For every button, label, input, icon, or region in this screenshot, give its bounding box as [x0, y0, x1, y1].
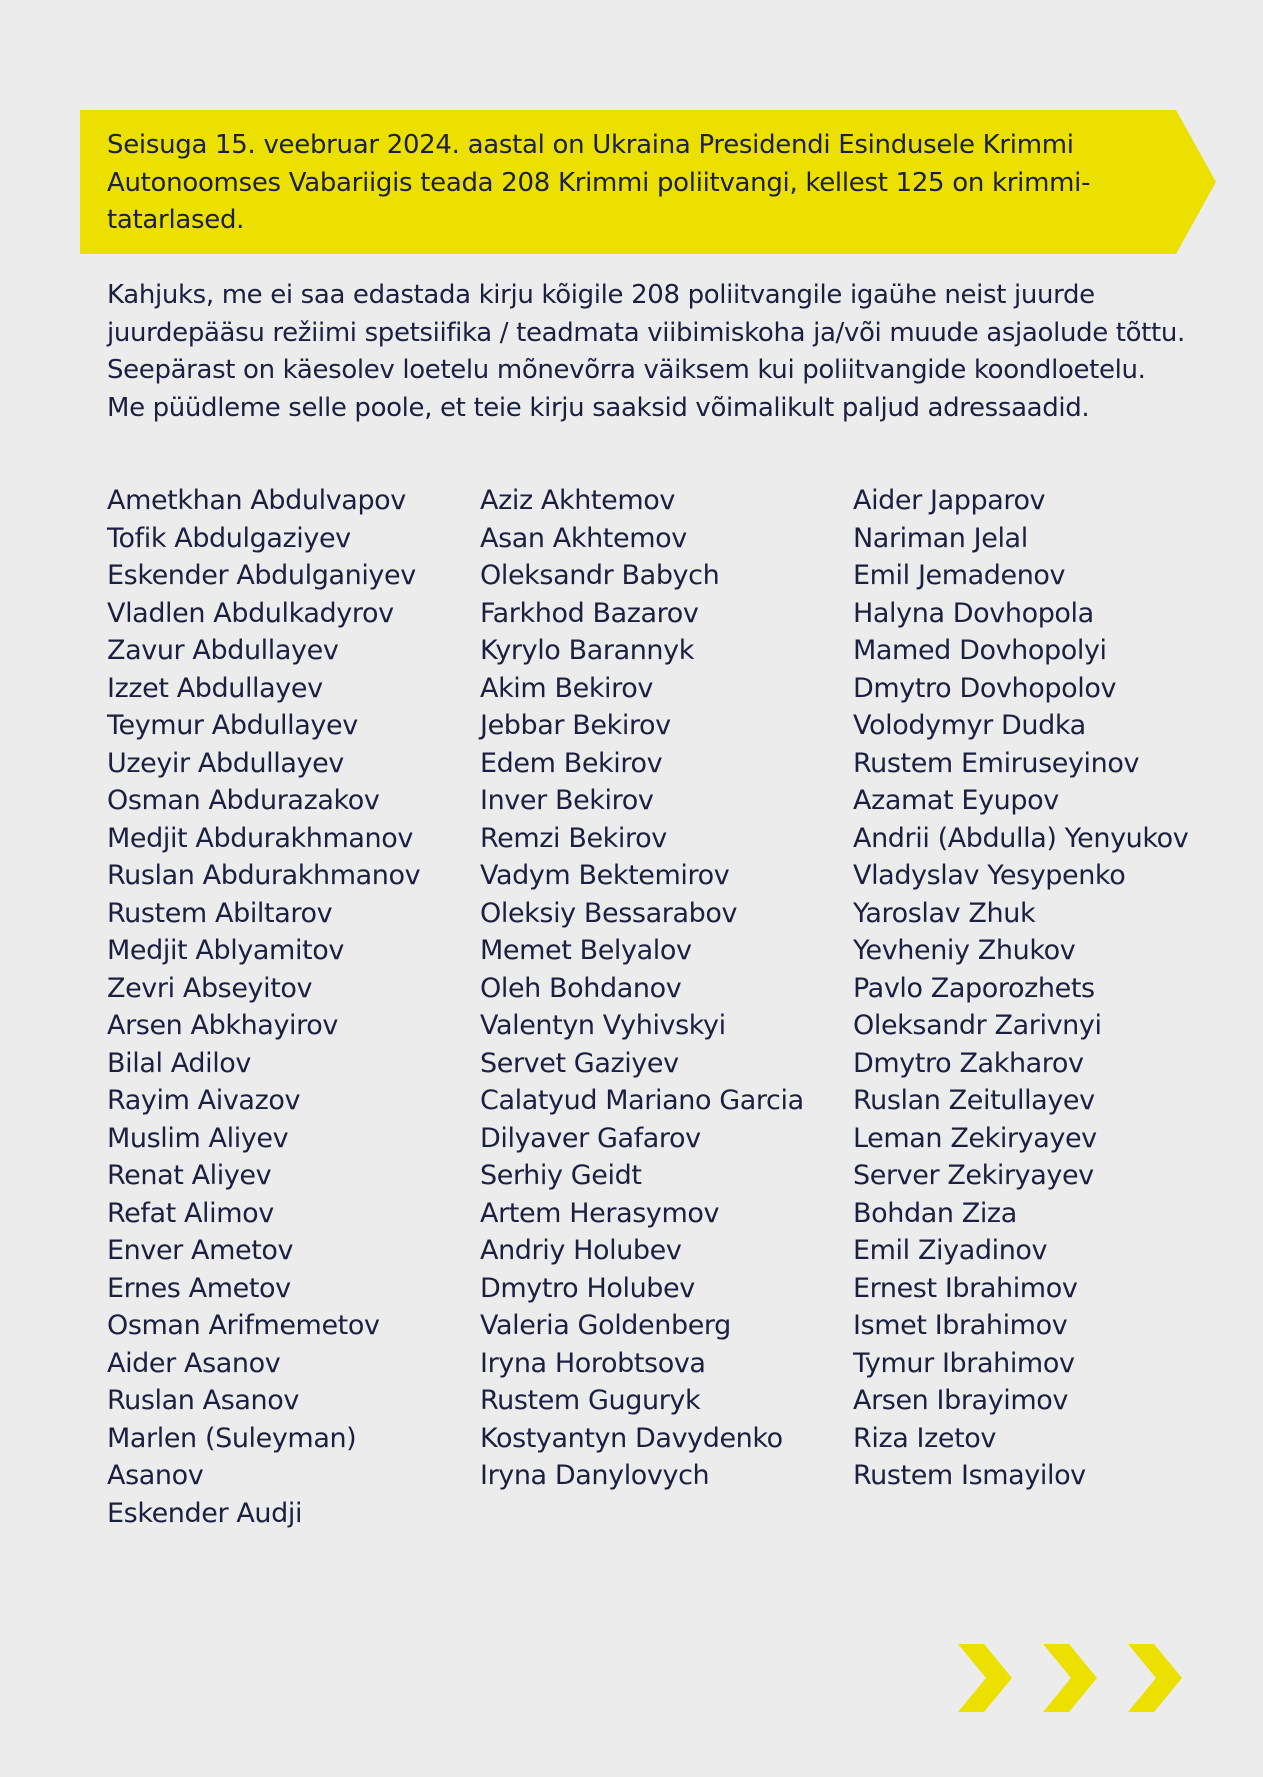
- list-item: Servet Gaziyev: [480, 1047, 679, 1079]
- list-item: Uzeyir Abdullayev: [107, 747, 344, 779]
- list-item: Oleh Bohdanov: [480, 972, 682, 1004]
- list-item: Vladlen Abdulkadyrov: [107, 597, 394, 629]
- list-item: Oleksandr Babych: [480, 560, 720, 591]
- list-item: Jebbar Bekirov: [480, 710, 671, 741]
- list-item: Marlen (Suleyman): [107, 1422, 357, 1454]
- list-item: Yaroslav Zhuk: [853, 897, 1036, 929]
- list-item: Dilyaver Gafarov: [480, 1122, 701, 1154]
- list-item: Artem Herasymov: [480, 1197, 720, 1229]
- list-item: Inver Bekirov: [480, 785, 654, 816]
- list-item: Rustem Guguryk: [480, 1385, 701, 1416]
- list-item: Valeria Goldenberg: [480, 1310, 731, 1341]
- list-item: Valentyn Vyhivskyi: [480, 1010, 726, 1041]
- list-item: Renat Aliyev: [107, 1160, 272, 1191]
- list-item: Ruslan Abdurakhmanov: [107, 860, 421, 891]
- list-item: Enver Ametov: [107, 1235, 294, 1266]
- names-column-3: [853, 482, 1188, 1495]
- list-item: Rustem Ismayilov: [853, 1460, 1086, 1491]
- list-item: Eskender Audji: [107, 1497, 303, 1529]
- list-item: Serhiy Geidt: [480, 1160, 642, 1191]
- list-item: Rustem Abiltarov: [107, 897, 333, 929]
- highlight-banner: [80, 110, 1216, 254]
- list-item: Medjit Abdurakhmanov: [107, 822, 413, 854]
- list-item: Ernes Ametov: [107, 1272, 291, 1304]
- list-item: Tofik Abdulgaziyev: [107, 522, 351, 554]
- list-item: Aider Japparov: [853, 485, 1046, 516]
- list-item: Muslim Aliyev: [107, 1122, 289, 1154]
- list-item: Vadym Bektemirov: [480, 860, 730, 891]
- list-item: Refat Alimov: [107, 1197, 274, 1229]
- list-item: Arsen Abkhayirov: [107, 1010, 338, 1041]
- chevron-decoration: [958, 1644, 1188, 1716]
- list-item: Iryna Horobtsova: [480, 1347, 706, 1379]
- list-item: Ametkhan Abdulvapov: [107, 485, 406, 516]
- list-item: Riza Izetov: [853, 1422, 996, 1454]
- list-item: Calatyud Mariano Garcia: [480, 1085, 804, 1116]
- list-item: Tymur Ibrahimov: [853, 1347, 1075, 1379]
- list-item: Ruslan Asanov: [107, 1385, 299, 1416]
- list-item: Asanov: [107, 1460, 204, 1491]
- list-item: Eskender Abdulganiyev: [107, 560, 416, 591]
- list-item: Aider Asanov: [107, 1347, 281, 1379]
- list-item: Ruslan Zeitullayev: [853, 1085, 1095, 1116]
- banner-text: Seisuga 15. veebruar 2024. aastal on Ukraina Presidendi Esindusele Krimmi Autonoomses Vabariigis teada 208 Krimmi poliitvangi, kellest 125 on krimmi-tatarlased.: [107, 130, 1091, 235]
- list-item: Oleksiy Bessarabov: [480, 897, 738, 929]
- list-item: Kyrylo Barannyk: [480, 635, 694, 666]
- list-item: Bohdan Ziza: [853, 1197, 1017, 1229]
- list-item: Pavlo Zaporozhets: [853, 972, 1095, 1004]
- list-item: Asan Akhtemov: [480, 522, 687, 554]
- list-item: Leman Zekiryayev: [853, 1122, 1097, 1154]
- list-item: Edem Bekirov: [480, 747, 663, 779]
- names-column-2: [480, 482, 804, 1495]
- list-item: Dmytro Holubev: [480, 1272, 695, 1304]
- list-item: Zevri Abseyitov: [107, 972, 313, 1004]
- list-item: Akim Bekirov: [480, 672, 653, 704]
- list-item: Farkhod Bazarov: [480, 597, 699, 629]
- list-item: Vladyslav Yesypenko: [853, 860, 1126, 891]
- list-item: Emil Ziyadinov: [853, 1235, 1048, 1266]
- chevron-right-icon: [958, 1644, 1188, 1712]
- list-item: Rayim Aivazov: [107, 1085, 301, 1116]
- list-item: Osman Abdurazakov: [107, 785, 380, 816]
- list-item: Nariman Jelal: [853, 522, 1028, 554]
- list-item: Dmytro Zakharov: [853, 1047, 1084, 1079]
- list-item: Dmytro Dovhopolov: [853, 672, 1117, 704]
- list-item: Teymur Abdullayev: [107, 710, 358, 741]
- list-item: Halyna Dovhopola: [853, 597, 1094, 629]
- list-item: Medjit Ablyamitov: [107, 935, 344, 966]
- list-item: Server Zekiryayev: [853, 1160, 1094, 1191]
- intro-paragraph: Kahjuks, me ei saa edastada kirju kõigile 208 poliitvangile igaühe neist juurde juurdepääsu režiimi spetsiifika / teadmata viibimiskoha ja/või muude asjaolude tõttu. Seepärast on käesolev loetelu mõnevõrra väiksem kui poliitvangide koondloetelu. Me püüdleme selle poole, et teie kirju saaksid võimalikult paljud adressaadid.: [107, 280, 1185, 423]
- list-item: Arsen Ibrayimov: [853, 1385, 1068, 1416]
- list-item: Ernest Ibrahimov: [853, 1272, 1078, 1304]
- list-item: Volodymyr Dudka: [853, 710, 1086, 741]
- list-item: Iryna Danylovych: [480, 1460, 710, 1491]
- list-item: Osman Arifmemetov: [107, 1310, 380, 1341]
- list-item: Kostyantyn Davydenko: [480, 1422, 783, 1454]
- list-item: Oleksandr Zarivnyi: [853, 1010, 1102, 1041]
- list-item: Aziz Akhtemov: [480, 485, 675, 516]
- list-item: Ismet Ibrahimov: [853, 1310, 1068, 1341]
- list-item: Remzi Bekirov: [480, 822, 667, 854]
- list-item: Azamat Eyupov: [853, 785, 1059, 816]
- list-item: Yevheniy Zhukov: [853, 935, 1076, 966]
- list-item: Memet Belyalov: [480, 935, 692, 966]
- list-item: Emil Jemadenov: [853, 560, 1066, 591]
- list-item: Andriy Holubev: [480, 1235, 682, 1266]
- list-item: Izzet Abdullayev: [107, 672, 323, 704]
- list-item: Bilal Adilov: [107, 1047, 251, 1079]
- list-item: Rustem Emiruseyinov: [853, 747, 1140, 779]
- list-item: Zavur Abdullayev: [107, 635, 339, 666]
- list-item: Mamed Dovhopolyi: [853, 635, 1107, 666]
- names-column-1: [107, 482, 420, 1532]
- list-item: Andrii (Abdulla) Yenyukov: [853, 822, 1189, 854]
